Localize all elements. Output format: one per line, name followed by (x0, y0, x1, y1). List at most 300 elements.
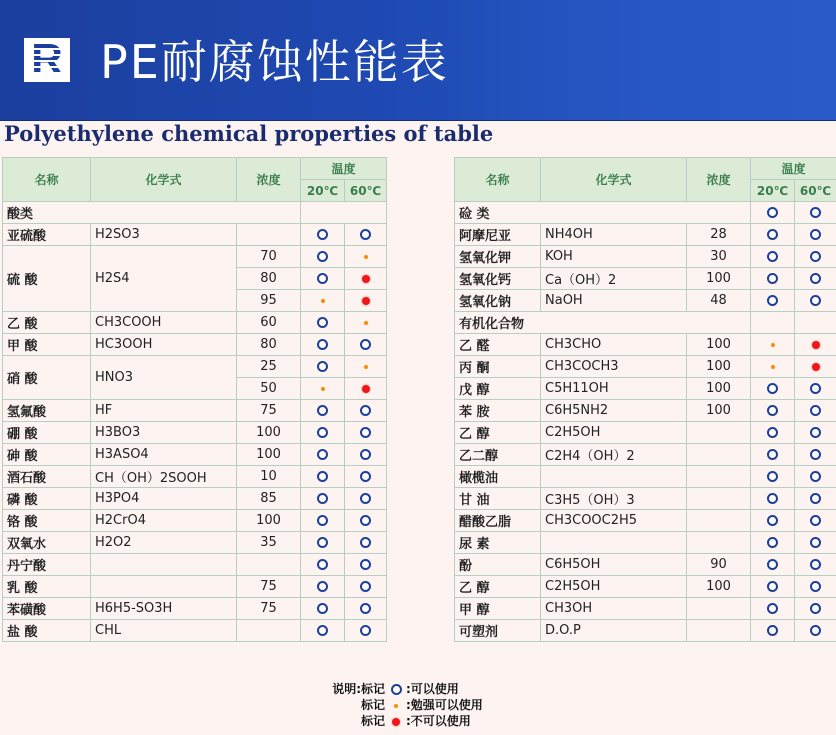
legend-text: :不可以使用 (406, 714, 471, 728)
circle-ring-icon (767, 471, 778, 482)
concentration-value (687, 510, 751, 532)
table-row (455, 422, 836, 444)
small-orange-dot-icon (771, 343, 775, 347)
circle-ring-icon (360, 449, 371, 460)
category-row (455, 312, 836, 334)
chemical-name: 丹宁酸 (3, 554, 91, 576)
concentration-value (687, 488, 751, 510)
table-row (3, 444, 387, 466)
rating-20c-cell (751, 510, 795, 532)
rating-60c-cell (795, 400, 836, 422)
rating-20c-cell (301, 576, 345, 598)
rating-60c-cell (795, 246, 836, 268)
chemical-formula (91, 554, 237, 576)
chemical-formula: CHL (91, 620, 237, 642)
circle-ring-icon (360, 339, 371, 350)
col-header-temperature: 温度 (751, 158, 836, 180)
rating-20c-cell (751, 576, 795, 598)
table-row (455, 378, 836, 400)
rating-20c-cell (301, 466, 345, 488)
circle-ring-icon (767, 295, 778, 306)
chemical-name: 硝 酸 (3, 356, 91, 400)
chemical-formula (541, 532, 687, 554)
circle-ring-icon (389, 681, 403, 697)
rating-20c-cell (751, 400, 795, 422)
rating-60c-cell (795, 202, 836, 224)
circle-ring-icon (767, 515, 778, 526)
rating-60c-cell (345, 466, 387, 488)
rating-60c-cell (345, 576, 387, 598)
rating-60c-cell (345, 246, 387, 268)
circle-ring-icon (360, 471, 371, 482)
circle-ring-icon (360, 581, 371, 592)
circle-ring-icon (317, 449, 328, 460)
right-resistance-table (454, 157, 836, 642)
table-row (455, 224, 836, 246)
chemical-name: 醋酸乙脂 (455, 510, 541, 532)
chemical-name: 乙 醇 (455, 576, 541, 598)
chemical-formula: C6H5NH2 (541, 400, 687, 422)
legend-row-fair (322, 697, 522, 713)
chemical-formula: CH3COOC2H5 (541, 510, 687, 532)
rating-20c-cell (301, 356, 345, 378)
col-header-temperature: 温度 (301, 158, 387, 180)
circle-ring-icon (317, 471, 328, 482)
rating-60c-cell (345, 598, 387, 620)
rating-20c-cell (751, 356, 795, 378)
rating-60c-cell (795, 554, 836, 576)
chemical-formula: C2H4（OH）2 (541, 444, 687, 466)
rating-20c-cell (751, 290, 795, 312)
circle-ring-icon (767, 559, 778, 570)
category-row (3, 202, 387, 224)
left-resistance-table (2, 157, 387, 642)
chemical-formula: C3H5（OH）3 (541, 488, 687, 510)
rating-60c-cell (795, 312, 836, 334)
rating-20c-cell (301, 598, 345, 620)
circle-ring-icon (767, 449, 778, 460)
circle-ring-icon (810, 625, 821, 636)
rating-20c-cell (751, 444, 795, 466)
circle-ring-icon (317, 339, 328, 350)
rating-60c-cell (345, 422, 387, 444)
chemical-formula: CH3COCH3 (541, 356, 687, 378)
circle-ring-icon (810, 295, 821, 306)
circle-ring-icon (317, 559, 328, 570)
table-row (3, 510, 387, 532)
concentration-value (687, 444, 751, 466)
circle-ring-icon (360, 537, 371, 548)
rating-60c-cell (795, 510, 836, 532)
category-row (455, 202, 836, 224)
col-header-60c: 60℃ (345, 180, 387, 202)
col-header-concentration: 浓度 (687, 158, 751, 202)
chemical-formula: H2O2 (91, 532, 237, 554)
table-row (455, 532, 836, 554)
small-orange-dot-icon (364, 255, 368, 259)
circle-ring-icon (317, 581, 328, 592)
small-orange-dot-icon (321, 387, 325, 391)
chemical-formula: HF (91, 400, 237, 422)
rating-60c-cell (345, 356, 387, 378)
concentration-value: 80 (237, 268, 301, 290)
rating-20c-cell (751, 488, 795, 510)
circle-ring-icon (317, 625, 328, 636)
rating-20c-cell (301, 510, 345, 532)
chemical-formula (91, 576, 237, 598)
circle-ring-icon (317, 603, 328, 614)
chemical-name: 乙 酸 (3, 312, 91, 334)
concentration-value: 85 (237, 488, 301, 510)
rating-60c-cell (345, 444, 387, 466)
table-row (455, 444, 836, 466)
table-row (455, 510, 836, 532)
table-row (455, 290, 836, 312)
legend-label: 标记 (360, 698, 385, 712)
circle-ring-icon (360, 427, 371, 438)
rating-60c-cell (795, 356, 836, 378)
concentration-value (687, 422, 751, 444)
red-dot-icon (362, 385, 370, 393)
rating-20c-cell (751, 312, 795, 334)
concentration-value: 100 (687, 378, 751, 400)
concentration-value: 100 (237, 422, 301, 444)
chemical-name: 铬 酸 (3, 510, 91, 532)
circle-ring-icon (767, 405, 778, 416)
rating-60c-cell (795, 620, 836, 642)
concentration-value: 100 (237, 444, 301, 466)
col-header-20c: 20℃ (751, 180, 795, 202)
circle-ring-icon (317, 251, 328, 262)
legend-label: 说明:标记 (332, 682, 385, 696)
col-header-formula: 化学式 (91, 158, 237, 202)
table-row (3, 422, 387, 444)
chemical-name: 氢氧化钙 (455, 268, 541, 290)
table-row (455, 598, 836, 620)
chemical-formula: H3ASO4 (91, 444, 237, 466)
rating-60c-cell (795, 576, 836, 598)
circle-ring-icon (767, 537, 778, 548)
circle-ring-icon (810, 515, 821, 526)
circle-ring-icon (767, 229, 778, 240)
table-row (3, 554, 387, 576)
chemical-name: 苯磺酸 (3, 598, 91, 620)
concentration-value: 75 (237, 576, 301, 598)
circle-ring-icon (767, 427, 778, 438)
rating-60c-cell (345, 334, 387, 356)
concentration-value: 95 (237, 290, 301, 312)
circle-ring-icon (767, 383, 778, 394)
chemical-name: 丙 酮 (455, 356, 541, 378)
concentration-value: 90 (687, 554, 751, 576)
red-dot-icon (812, 363, 820, 371)
rating-20c-cell (301, 312, 345, 334)
chemical-formula: H2SO3 (91, 224, 237, 246)
red-dot-icon (362, 275, 370, 283)
chemical-formula: H2CrO4 (91, 510, 237, 532)
chemical-name: 甲 酸 (3, 334, 91, 356)
category-label: 酸类 (3, 202, 301, 224)
circle-ring-icon (767, 273, 778, 284)
chemical-name: 磷 酸 (3, 488, 91, 510)
logo-letter: R (31, 35, 63, 84)
concentration-value: 100 (687, 400, 751, 422)
legend (322, 681, 522, 729)
red-dot-icon (362, 297, 370, 305)
concentration-value: 28 (687, 224, 751, 246)
category-label: 硷 类 (455, 202, 751, 224)
rating-60c-cell (345, 510, 387, 532)
circle-ring-icon (810, 559, 821, 570)
rating-20c-cell (301, 532, 345, 554)
circle-ring-icon (317, 537, 328, 548)
rating-60c-cell (345, 554, 387, 576)
circle-ring-icon (317, 229, 328, 240)
rating-20c-cell (751, 532, 795, 554)
legend-text: :可以使用 (406, 682, 459, 696)
rating-60c-cell (345, 620, 387, 642)
rating-60c-cell (795, 444, 836, 466)
rating-20c-cell (301, 224, 345, 246)
rating-20c-cell (301, 290, 345, 312)
concentration-value: 70 (237, 246, 301, 268)
rating-20c-cell (301, 620, 345, 642)
chemical-formula: Ca（OH）2 (541, 268, 687, 290)
circle-ring-icon (767, 493, 778, 504)
concentration-value: 100 (687, 334, 751, 356)
circle-ring-icon (360, 625, 371, 636)
table-row (455, 400, 836, 422)
chemical-name: 阿摩尼亚 (455, 224, 541, 246)
circle-ring-icon (810, 207, 821, 218)
red-dot-icon (812, 341, 820, 349)
circle-ring-icon (360, 405, 371, 416)
concentration-value: 100 (687, 268, 751, 290)
chemical-formula: KOH (541, 246, 687, 268)
chemical-formula: C2H5OH (541, 576, 687, 598)
circle-ring-icon (810, 383, 821, 394)
concentration-value: 75 (237, 598, 301, 620)
circle-ring-icon (317, 317, 328, 328)
concentration-value: 100 (687, 576, 751, 598)
concentration-value (237, 554, 301, 576)
rating-60c-cell (345, 224, 387, 246)
concentration-value: 48 (687, 290, 751, 312)
chemical-formula: NH4OH (541, 224, 687, 246)
red-dot-icon (389, 713, 403, 729)
table-row (455, 268, 836, 290)
table-row (3, 224, 387, 246)
rating-20c-cell (751, 554, 795, 576)
legend-row-ok (322, 681, 522, 697)
circle-ring-icon (767, 603, 778, 614)
concentration-value: 75 (237, 400, 301, 422)
concentration-value: 60 (237, 312, 301, 334)
chemical-name: 硫 酸 (3, 246, 91, 312)
circle-ring-icon (767, 625, 778, 636)
rating-20c-cell (751, 598, 795, 620)
chemical-formula: CH3COOH (91, 312, 237, 334)
concentration-value: 100 (237, 510, 301, 532)
chemical-formula: C2H5OH (541, 422, 687, 444)
rating-20c-cell (751, 620, 795, 642)
chemical-formula: H6H5-SO3H (91, 598, 237, 620)
chemical-name: 可塑剂 (455, 620, 541, 642)
concentration-value: 30 (687, 246, 751, 268)
col-header-60c: 60℃ (795, 180, 836, 202)
concentration-value: 25 (237, 356, 301, 378)
rating-20c-cell (301, 334, 345, 356)
rating-20c-cell (301, 378, 345, 400)
chemical-name: 甲 醇 (455, 598, 541, 620)
legend-row-bad (322, 713, 522, 729)
col-header-name: 名称 (3, 158, 91, 202)
chemical-name: 乙 醇 (455, 422, 541, 444)
circle-ring-icon (317, 493, 328, 504)
chemical-name: 硼 酸 (3, 422, 91, 444)
table-row (3, 576, 387, 598)
chemical-formula: H2S4 (91, 246, 237, 312)
concentration-value: 100 (687, 356, 751, 378)
rating-20c-cell (301, 554, 345, 576)
rating-20c-cell (301, 400, 345, 422)
table-row (3, 466, 387, 488)
concentration-value (687, 532, 751, 554)
table-row (455, 334, 836, 356)
circle-ring-icon (360, 603, 371, 614)
rating-60c-cell (795, 268, 836, 290)
chemical-name: 双氧水 (3, 532, 91, 554)
chemical-name: 氢氟酸 (3, 400, 91, 422)
col-header-formula: 化学式 (541, 158, 687, 202)
chemical-formula: C6H5OH (541, 554, 687, 576)
table-row (455, 620, 836, 642)
table-row (455, 488, 836, 510)
circle-ring-icon (767, 581, 778, 592)
circle-ring-icon (810, 427, 821, 438)
small-orange-dot-icon (771, 365, 775, 369)
chemical-name: 盐 酸 (3, 620, 91, 642)
chemical-name: 尿 素 (455, 532, 541, 554)
circle-ring-icon (317, 361, 328, 372)
chemical-formula: HNO3 (91, 356, 237, 400)
circle-ring-icon (360, 515, 371, 526)
table-row (3, 488, 387, 510)
page-title: PE耐腐蚀性能表 (100, 35, 449, 89)
table-row (3, 400, 387, 422)
rating-60c-cell (345, 532, 387, 554)
chemical-resistance-sheet (0, 121, 836, 735)
circle-ring-icon (810, 229, 821, 240)
chemical-formula: C5H11OH (541, 378, 687, 400)
rating-60c-cell (345, 290, 387, 312)
small-orange-dot-icon (364, 321, 368, 325)
chemical-name: 橄榄油 (455, 466, 541, 488)
chemical-formula: H3BO3 (91, 422, 237, 444)
rating-60c-cell (795, 422, 836, 444)
rating-60c-cell (345, 400, 387, 422)
chemical-name: 乙二醇 (455, 444, 541, 466)
concentration-value: 50 (237, 378, 301, 400)
rating-20c-cell (751, 378, 795, 400)
rating-20c-cell (301, 444, 345, 466)
rating-60c-cell (795, 224, 836, 246)
rating-60c-cell (795, 290, 836, 312)
chemical-name: 苯 胺 (455, 400, 541, 422)
table-row (3, 312, 387, 334)
table-row (3, 246, 387, 268)
table-row (3, 356, 387, 378)
chemical-formula: CH（OH）2SOOH (91, 466, 237, 488)
chemical-name: 氢氧化钠 (455, 290, 541, 312)
chemical-name: 氢氧化钾 (455, 246, 541, 268)
table-row (3, 334, 387, 356)
chemical-name: 酒石酸 (3, 466, 91, 488)
rating-60c-cell (345, 378, 387, 400)
table-row (3, 532, 387, 554)
chemical-formula: D.O.P (541, 620, 687, 642)
rating-60c-cell (795, 488, 836, 510)
rating-20c-cell (751, 422, 795, 444)
col-header-20c: 20℃ (301, 180, 345, 202)
concentration-value: 35 (237, 532, 301, 554)
legend-text: :勉强可以使用 (406, 698, 483, 712)
table-row (455, 246, 836, 268)
circle-ring-icon (317, 273, 328, 284)
col-header-name: 名称 (455, 158, 541, 202)
chemical-name: 砷 酸 (3, 444, 91, 466)
rating-60c-cell (795, 334, 836, 356)
small-orange-dot-icon (364, 365, 368, 369)
legend-label: 标记 (360, 714, 385, 728)
circle-ring-icon (360, 559, 371, 570)
rating-60c-cell (795, 466, 836, 488)
rating-20c-cell (751, 466, 795, 488)
concentration-value: 80 (237, 334, 301, 356)
concentration-value (687, 620, 751, 642)
chemical-formula: HC3OOH (91, 334, 237, 356)
circle-ring-icon (810, 537, 821, 548)
rating-20c-cell (301, 268, 345, 290)
circle-ring-icon (767, 251, 778, 262)
rating-20c-cell (751, 268, 795, 290)
small-orange-dot-icon (389, 697, 403, 713)
concentration-value (237, 620, 301, 642)
company-logo (24, 35, 70, 84)
circle-ring-icon (317, 405, 328, 416)
circle-ring-icon (810, 581, 821, 592)
chemical-formula: CH3OH (541, 598, 687, 620)
circle-ring-icon (360, 229, 371, 240)
rating-20c-cell (751, 224, 795, 246)
col-header-concentration: 浓度 (237, 158, 301, 202)
chemical-formula (541, 466, 687, 488)
chemical-formula: CH3CHO (541, 334, 687, 356)
circle-ring-icon (810, 273, 821, 284)
table-row (455, 554, 836, 576)
table-row (455, 356, 836, 378)
circle-ring-icon (810, 603, 821, 614)
chemical-name: 戊 醇 (455, 378, 541, 400)
circle-ring-icon (767, 207, 778, 218)
table-row (455, 466, 836, 488)
concentration-value (687, 466, 751, 488)
chemical-name: 酚 (455, 554, 541, 576)
rating-60c-cell (345, 268, 387, 290)
rating-60c-cell (345, 312, 387, 334)
concentration-value: 10 (237, 466, 301, 488)
circle-ring-icon (360, 493, 371, 504)
